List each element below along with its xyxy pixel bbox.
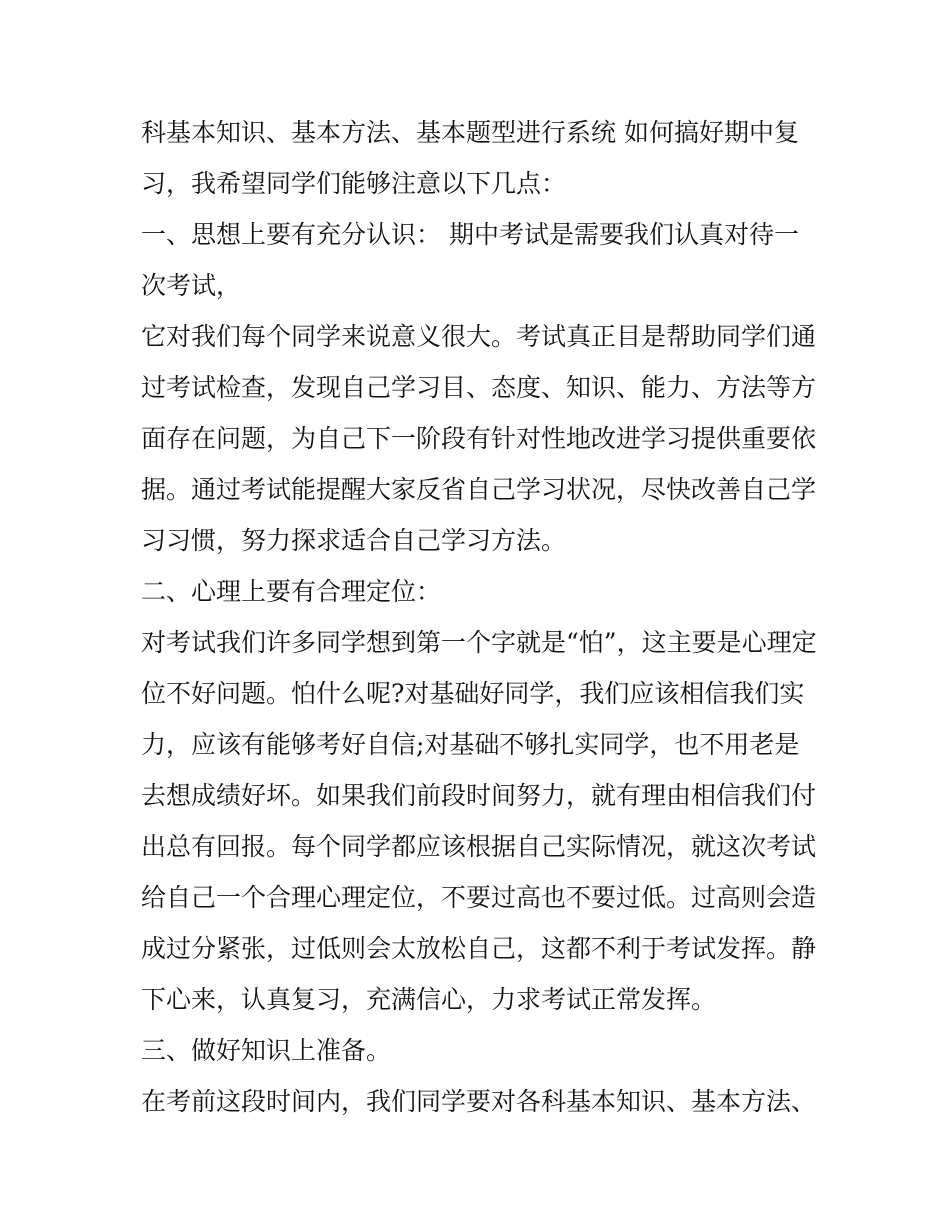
text-line: 在考前这段时间内，我们同学要对各科基本知识、基本方法、 <box>141 1087 817 1116</box>
section-heading-2: 二、心理上要有合理定位： <box>141 577 442 606</box>
text-line: 去想成绩好坏。如果我们前段时间努力，就有理由相信我们付 <box>141 781 817 810</box>
section-heading-1: 一、思想上要有充分认识： 期中考试是需要我们认真对待一 <box>141 220 799 249</box>
document-body <box>141 107 821 1127</box>
text-line: 成过分紧张，过低则会太放松自己，这都不利于考试发挥。静 <box>141 934 817 963</box>
text-line: 它对我们每个同学来说意义很大。考试真正目是帮助同学们通 <box>141 322 817 351</box>
text-line: 对考试我们许多同学想到第一个字就是“怕”，这主要是心理定 <box>141 628 817 657</box>
text-line: 给自己一个合理心理定位，不要过高也不要过低。过高则会造 <box>141 883 817 912</box>
text-line: 科基本知识、基本方法、基本题型进行系统 如何搞好期中复 <box>141 118 799 147</box>
text-line: 次考试， <box>141 271 242 300</box>
text-line: 据。通过考试能提醒大家反省自己学习状况，尽快改善自己学 <box>141 475 817 504</box>
section-heading-3: 三、做好知识上准备。 <box>141 1036 392 1065</box>
text-line: 下心来，认真复习，充满信心，力求考试正常发挥。 <box>141 985 717 1014</box>
text-line: 习，我希望同学们能够注意以下几点： <box>141 169 567 198</box>
text-line: 力，应该有能够考好自信;对基础不够扎实同学，也不用老是 <box>141 730 800 759</box>
text-line: 过考试检查，发现自己学习目、态度、知识、能力、方法等方 <box>141 373 817 402</box>
text-line: 位不好问题。怕什么呢?对基础好同学，我们应该相信我们实 <box>141 679 805 708</box>
text-line: 面存在问题，为自己下一阶段有针对性地改进学习提供重要依 <box>141 424 817 453</box>
text-line: 出总有回报。每个同学都应该根据自己实际情况，就这次考试 <box>141 832 817 861</box>
text-line: 习习惯，努力探求适合自己学习方法。 <box>141 526 567 555</box>
